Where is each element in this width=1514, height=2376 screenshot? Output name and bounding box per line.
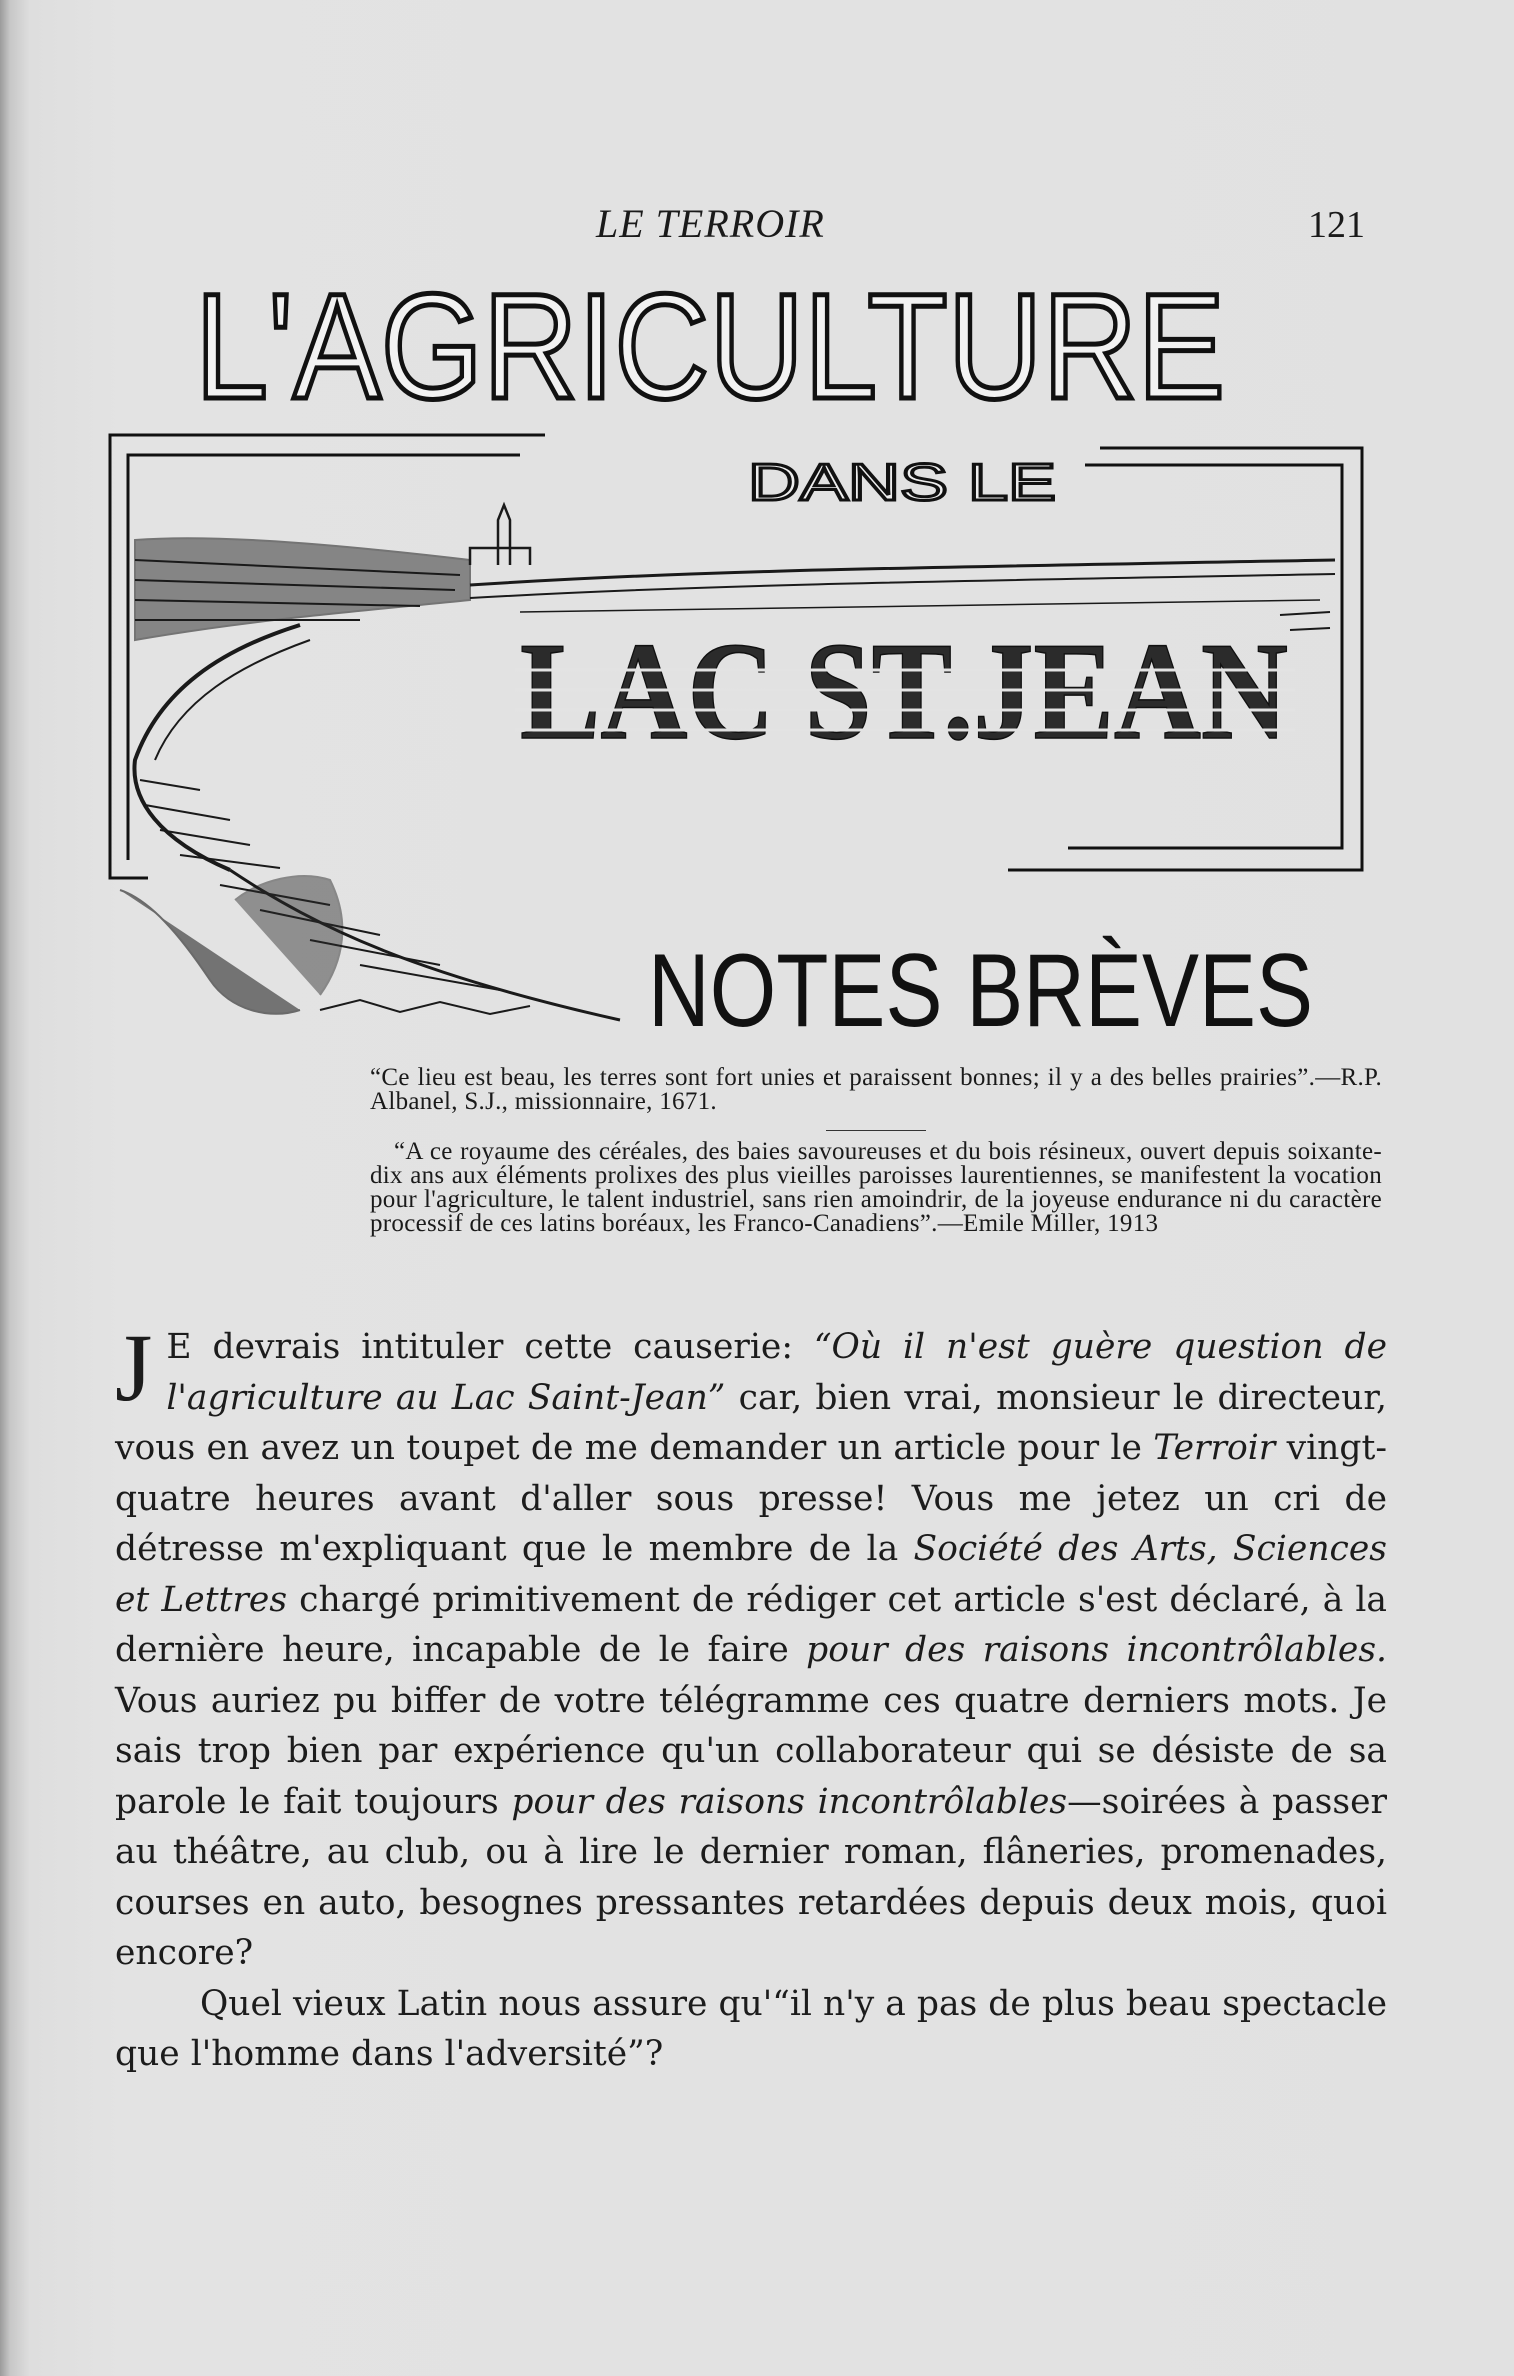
title-agriculture: L'AGRICULTURE	[195, 262, 1225, 430]
title-notes-breves: NOTES BRÈVES	[648, 933, 1313, 1049]
paragraph: J E devrais intituler cette causerie: “Où il n'est guère question de l'agriculture au Lac Saint-Jean” car, bien vrai, monsieur le directeur, vous en avez un toupet de me demander un article pour le Terroir vingt-quatre heures avant d'aller sous presse! Vous me jetez un cri de détresse m'expliquant que le membre de la Société des Arts, Sciences et Lettres chargé primitivement de rédiger cet article s'est déclaré, à la dernière heure, incapable de le faire pour des raisons incontrôlables. Vous auriez pu biffer de votre télégramme ces quatre derniers mots. Je sais trop bien par expérience qu'un collaborateur qui se désiste de sa parole le fait toujours pour des raisons incontrôlables—soirées à passer au théâtre, au club, ou à lire le dernier roman, flâneries, promenades, courses en auto, besognes pressantes retardées depuis deux mois, quoi encore?	[115, 1314, 1387, 1973]
epigraph-miller	[370, 1140, 1382, 1236]
epigraph-albanel	[370, 1066, 1382, 1114]
epigraph-divider	[826, 1130, 926, 1131]
article-body	[115, 1314, 1387, 2080]
title-dans-le: DANS LE	[748, 454, 1056, 512]
running-title: LE TERROIR	[596, 201, 825, 246]
title-illustration	[0, 0, 1514, 1060]
paragraph: Quel vieux Latin nous assure qu'“il n'y a pas de plus beau spectacle que l'homme dans l'adversité”?	[115, 1983, 1387, 2074]
drop-cap: J	[115, 1314, 153, 1421]
epigraph-text: “Ce lieu est beau, les terres sont fort unies et paraissent bonnes; il y a des belles prairies”.—R.P. Albanel, S.J., missionnaire, 1671.	[370, 1064, 1382, 1115]
page-number: 121	[1308, 204, 1365, 246]
epigraph-text: “A ce royaume des céréales, des baies savoureuses et du bois résineux, ouvert depuis soixante-dix ans aux éléments prolixes des plus vieilles paroisses laurentiennes, se manifestent la vocation pour l'agriculture, le talent industriel, sans rien amoindrir, de la joyeuse endurance ni du caractère processif de ces latins boréaux, les Franco-Canadiens”.—Emile Miller, 1913	[370, 1138, 1382, 1237]
